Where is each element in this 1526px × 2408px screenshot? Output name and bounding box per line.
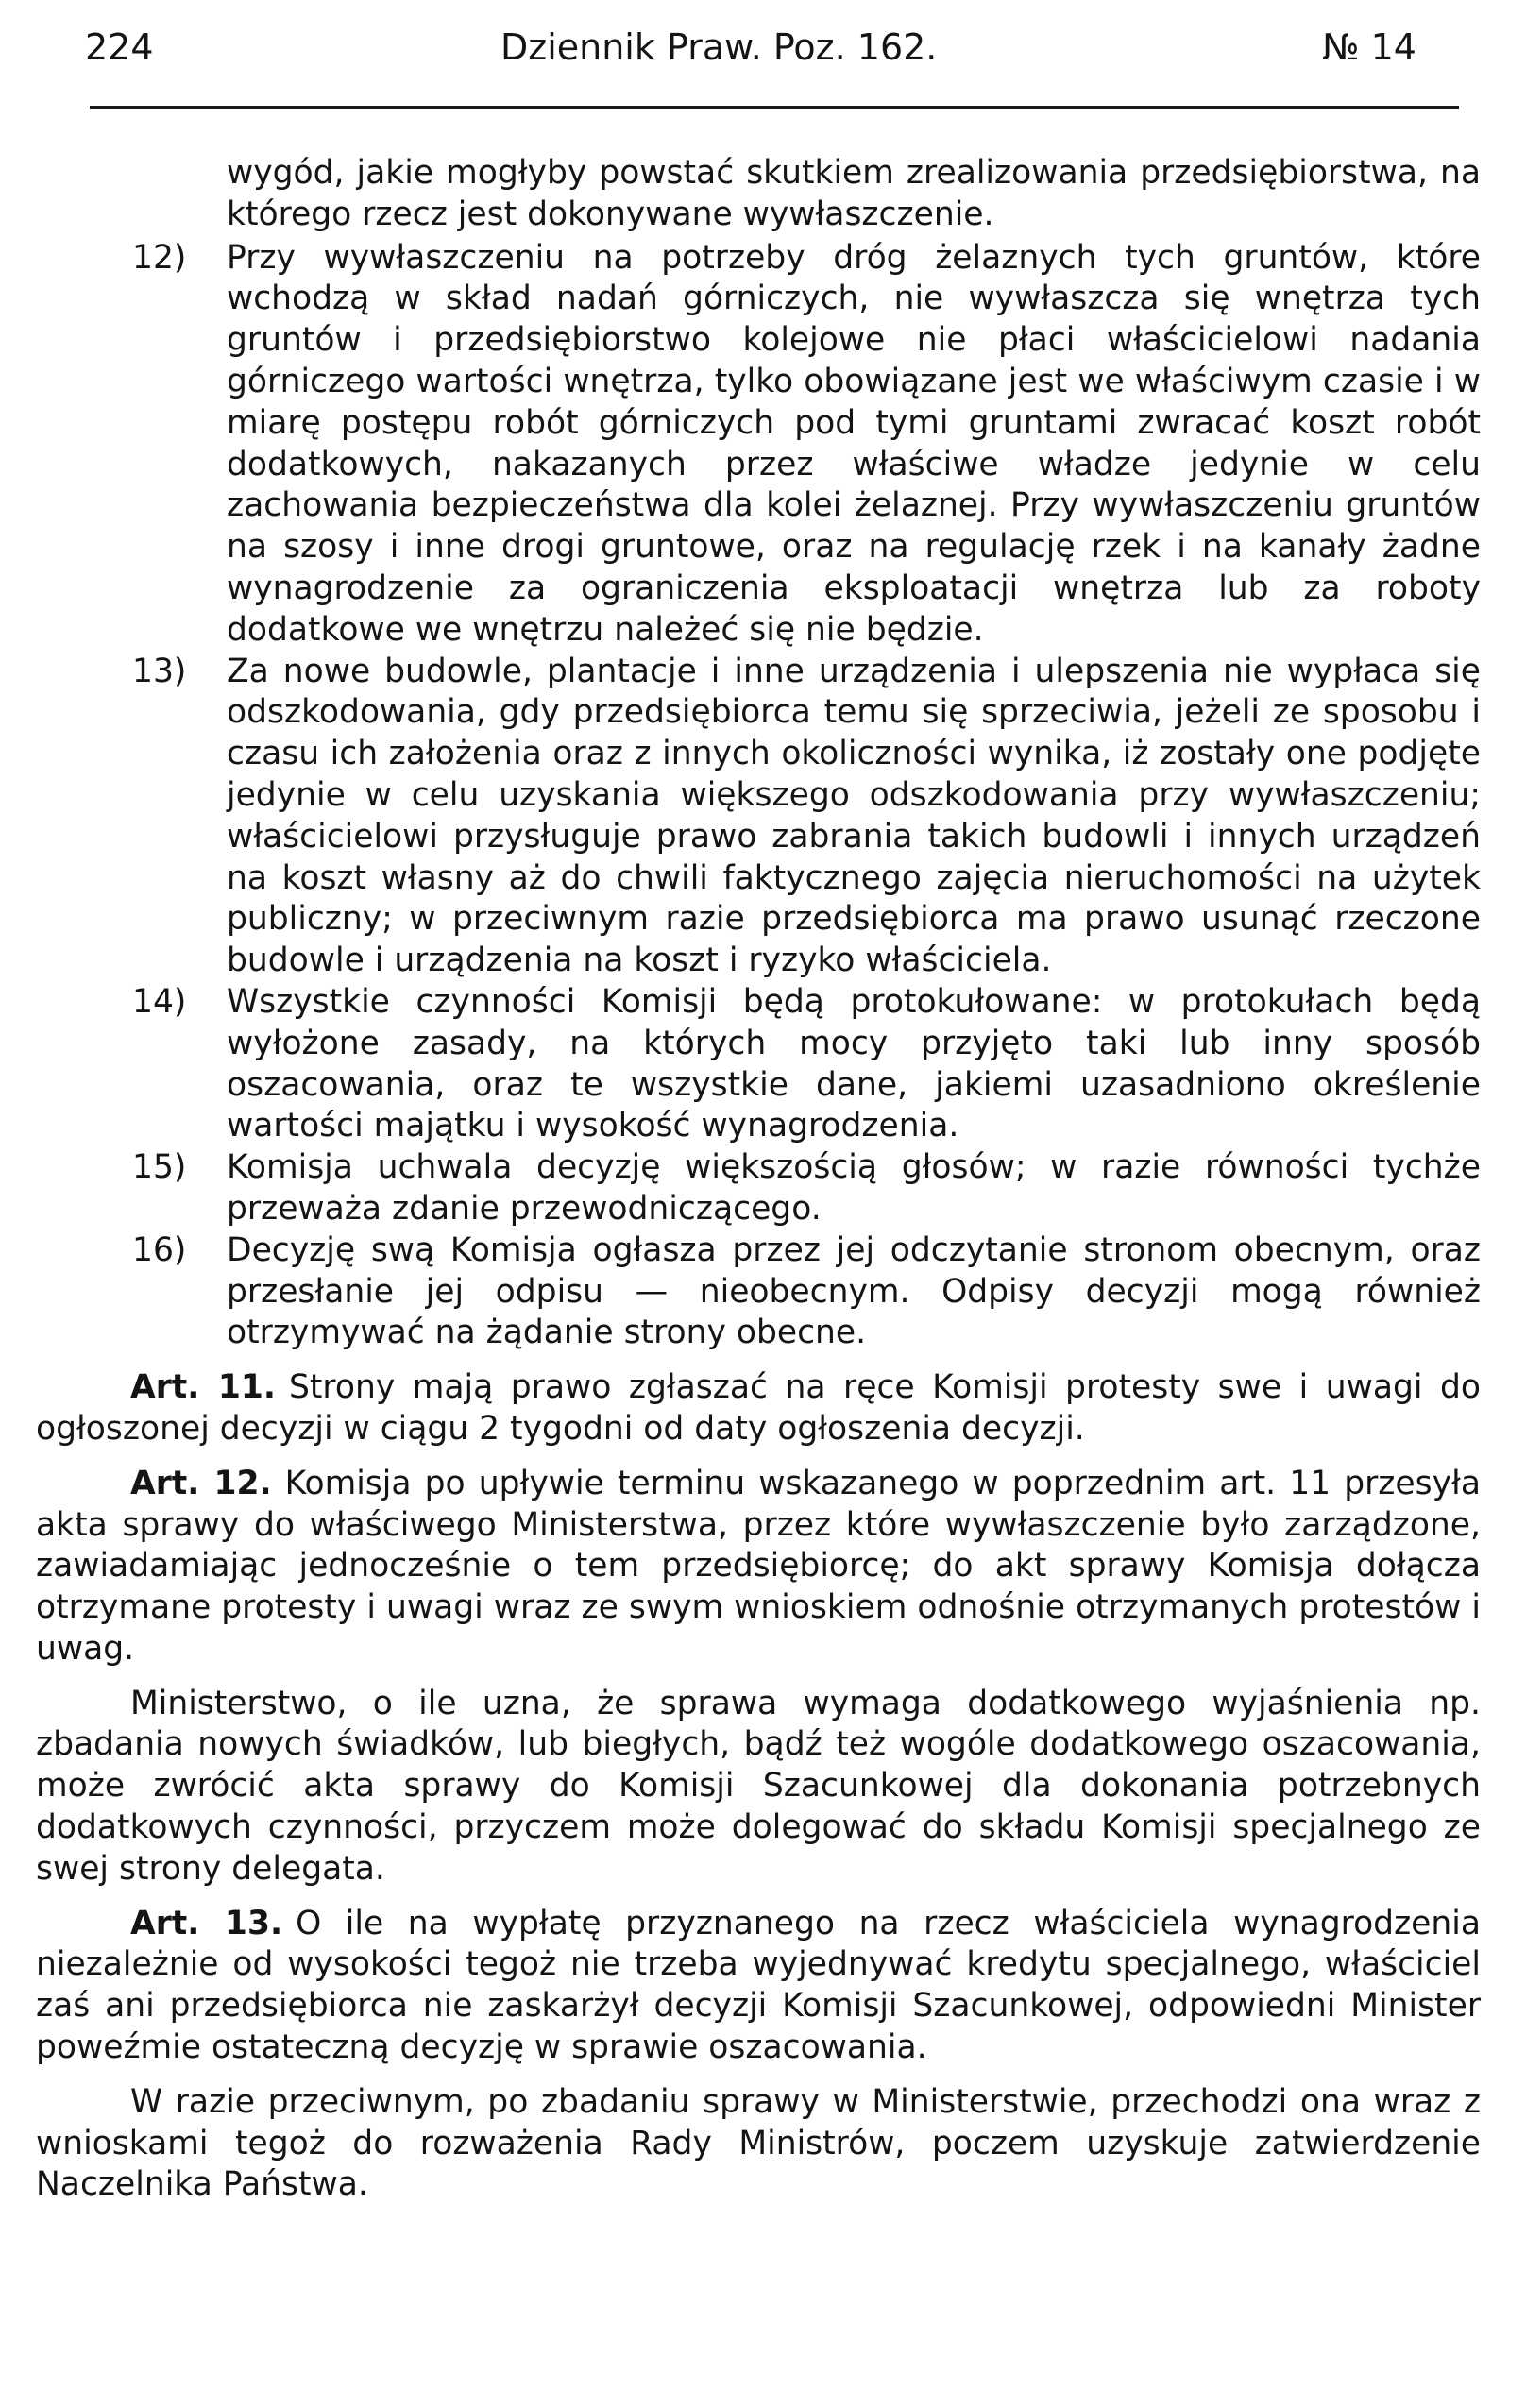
header-rule bbox=[90, 106, 1459, 109]
list-item-number: 12) bbox=[132, 238, 187, 277]
article-label: Art. 11. bbox=[130, 1368, 276, 1407]
list-item-text: Komisja uchwala decyzję większością głosów; w razie równości tychże przeważa zdanie przewodniczącego. bbox=[227, 1148, 1481, 1228]
list-item-12 bbox=[36, 238, 1481, 652]
article-paragraph: Ministerstwo, o ile uzna, że sprawa wymaga dodatkowego wyjaśnienia np. zbadania nowych świadków, lub biegłych, bądź też wogóle dodatkowego oszacowania, może zwrócić akta sprawy do Komisji Szacunkowej dla dokonania potrzebnych dodatkowych czynności, przyczem może dolegować do składu Komisji specjalnego ze swej strony delegata. bbox=[36, 1684, 1481, 1888]
article-text: O ile na wypłatę przyznanego na rzecz właściciela wynagrodzenia niezależnie od wysokości tegoż nie trzeba wyjednywać kredytu specjalnego, właściciel zaś ani przedsiębiorca nie zaskarżył decyzji Komisji Szacunkowej, odpowiedni Minister poweźmie ostateczną decyzję w sprawie oszacowania. bbox=[36, 1904, 1481, 2067]
list-item-text: Wszystkie czynności Komisji będą protokułowane: w protokułach będą wyłożone zasady, na których mocy przyjęto taki lub inny sposób oszacowania, oraz te wszystkie dane, jakiemi uzasadniono określenie wartości majątku i wysokość wynagrodzenia. bbox=[227, 982, 1481, 1145]
article-12 bbox=[36, 1464, 1481, 1891]
list-item-number: 15) bbox=[132, 1148, 187, 1187]
article-text: Strony mają prawo zgłaszać na ręce Komisji protesty swe i uwagi do ogłoszonej decyzji w ciągu 2 tygodni od daty ogłoszenia decyzji. bbox=[36, 1368, 1481, 1448]
list-item-text: wygód, jakie mogłyby powstać skutkiem zrealizowania przedsiębiorstwa, na którego rzecz jest dokonywane wywłaszczenie. bbox=[227, 154, 1481, 233]
article-paragraph bbox=[36, 1464, 1481, 1670]
document-body bbox=[36, 153, 1481, 2206]
issue-number: № 14 bbox=[1322, 26, 1416, 68]
article-paragraph bbox=[36, 1904, 1481, 2069]
list-item-14 bbox=[36, 982, 1481, 1147]
list-item-number: 13) bbox=[132, 652, 187, 690]
article-label: Art. 13. bbox=[130, 1904, 283, 1942]
article-paragraph: W razie przeciwnym, po zbadaniu sprawy w Ministerstwie, przechodzi ona wraz z wnioskami tegoż do rozważenia Rady Ministrów, poczem uzyskuje zatwierdzenie Naczelnika Państwa. bbox=[36, 2082, 1481, 2204]
list-item-16 bbox=[36, 1230, 1481, 1354]
article-text: Komisja po upływie terminu wskazanego w poprzednim art. 11 przesyła akta sprawy do właściwego Ministerstwa, przez które wywłaszczenie było zarządzone, zawiadamiając jednocześnie o tem przedsiębiorcę; do akt sprawy Komisja dołącza otrzymane protesty i uwagi wraz ze swym wnioskiem odnośnie otrzymanych protestów i uwag. bbox=[36, 1464, 1481, 1668]
list-item-13 bbox=[36, 652, 1481, 982]
article-11 bbox=[36, 1367, 1481, 1450]
list-item-text: Przy wywłaszczeniu na potrzeby dróg żelaznych tych gruntów, które wchodzą w skład nadań górniczych, nie wywłaszcza się wnętrza tych gruntów i przedsiębiorstwo kolejowe nie płaci właścicielowi nadania górniczego wartości wnętrza, tylko obowiązane jest we właściwym czasie i w miarę postępu robót górniczych pod tymi gruntami zwracać koszt robót dodatkowych, nakazanych przez właściwe władze jedynie w celu zachowania bezpieczeństwa dla kolei żelaznej. Przy wywłaszczeniu gruntów na szosy i inne drogi gruntowe, oraz na regulację rzek i na kanały żadne wynagrodzenie za ograniczenia eksploatacji wnętrza lub za roboty dodatkowe we wnętrzu należeć się nie będzie. bbox=[227, 238, 1481, 649]
article-13 bbox=[36, 1904, 1481, 2207]
article-label: Art. 12. bbox=[130, 1464, 272, 1502]
page-header bbox=[76, 26, 1454, 83]
list-item-15 bbox=[36, 1147, 1481, 1230]
list-item-text: Za nowe budowle, plantacje i inne urządzenia i ulepszenia nie wypłaca się odszkodowania, gdy przedsiębiorca temu się sprzeciwia, jeżeli ze sposobu i czasu ich założenia oraz z innych okoliczności wynika, iż zostały one podjęte jedynie w celu uzyskania większego odszkodowania przy wywłaszczeniu; właścicielowi przysługuje prawo zabrania takich budowli i innych urządzeń na koszt własny aż do chwili faktycznego zajęcia nieruchomości na użytek publiczny; w przeciwnym razie przedsiębiorca ma prawo usunąć rzeczone budowle i urządzenia na koszt i ryzyko właściciela. bbox=[227, 652, 1481, 980]
list-item-text: Decyzję swą Komisja ogłasza przez jej odczytanie stronom obecnym, oraz przesłanie jej odpisu — nieobecnym. Odpisy decyzji mogą również otrzymywać na żądanie strony obecne. bbox=[227, 1230, 1481, 1352]
article-paragraph bbox=[36, 1367, 1481, 1450]
list-item-number: 16) bbox=[132, 1230, 187, 1269]
list-item-continuation bbox=[36, 153, 1481, 236]
journal-title: Dziennik Praw. Poz. 162. bbox=[500, 26, 938, 68]
page-number: 224 bbox=[85, 26, 154, 68]
list-item-number: 14) bbox=[132, 982, 187, 1021]
